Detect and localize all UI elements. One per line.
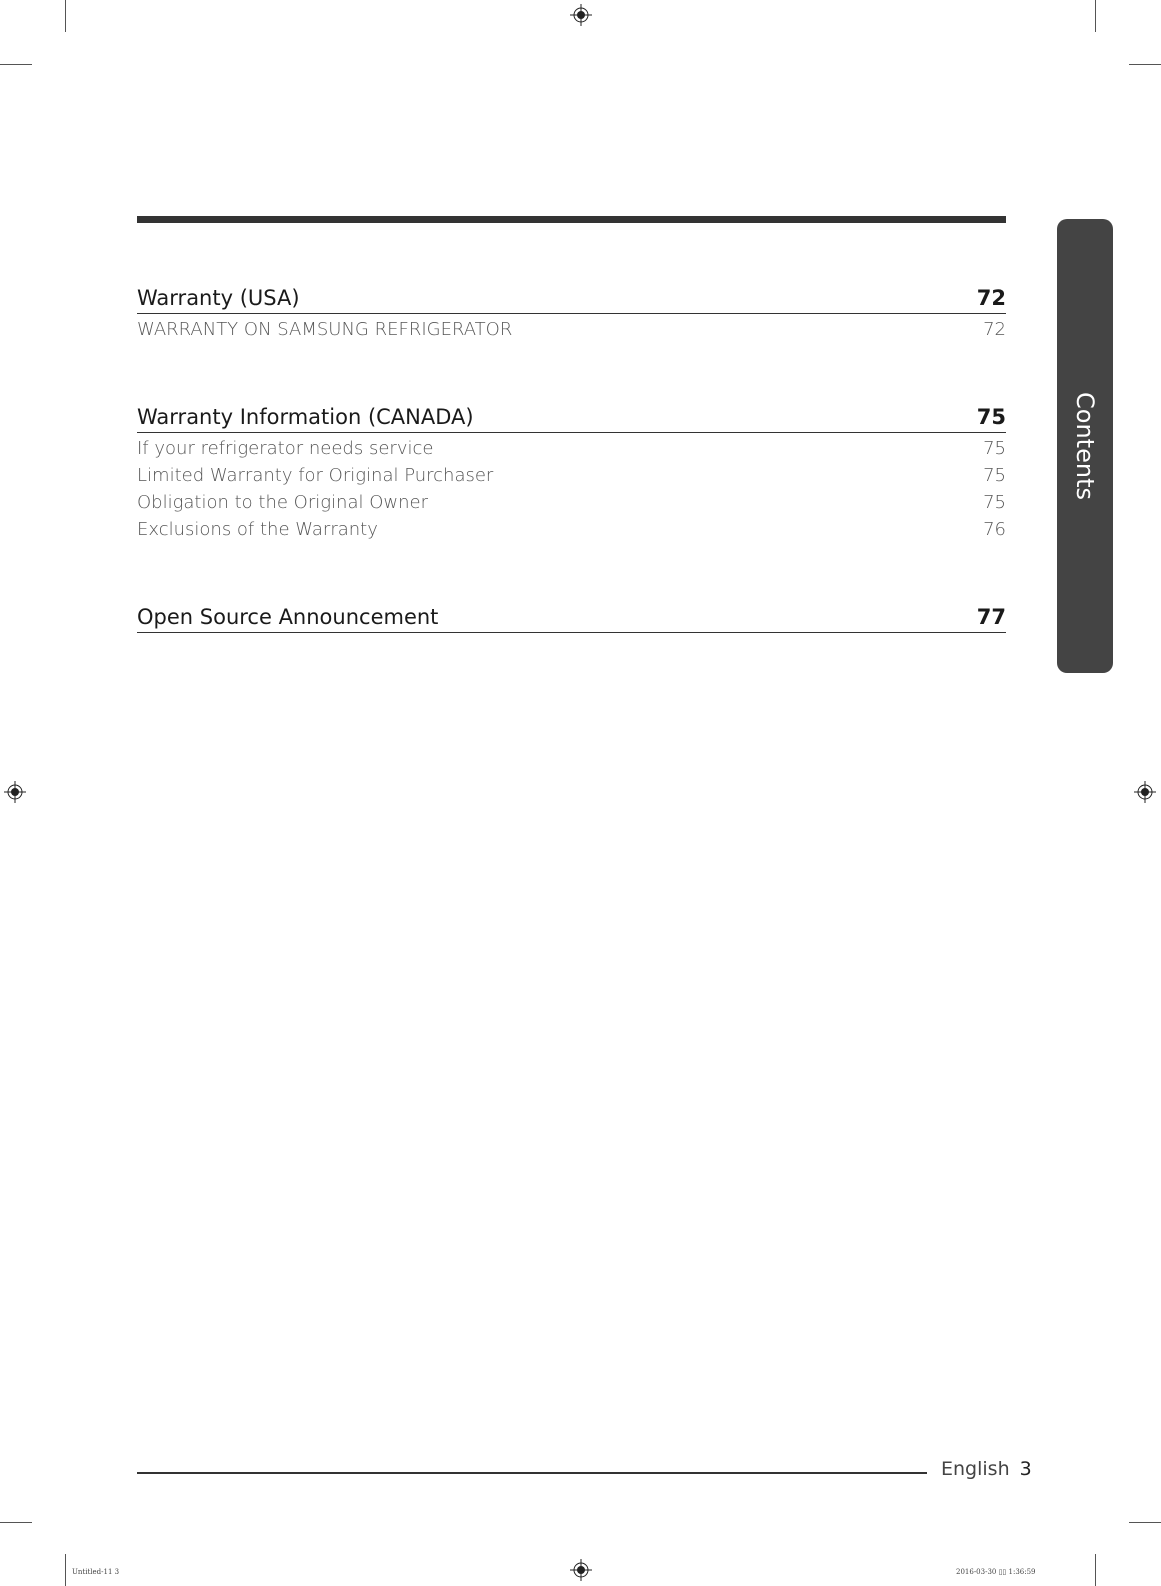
- registration-mark-icon: [1134, 781, 1156, 803]
- toc-section-page: 77: [976, 605, 1006, 629]
- toc-section: [137, 605, 1006, 633]
- toc-entry[interactable]: [137, 316, 1006, 343]
- registration-mark-icon: [570, 1559, 592, 1581]
- crop-mark: [1129, 64, 1161, 65]
- registration-mark-icon: [570, 4, 592, 26]
- footer-language: English: [941, 1458, 1010, 1480]
- toc-entry-label: Limited Warranty for Original Purchaser: [137, 465, 494, 486]
- toc-entry-page: 75: [983, 465, 1006, 486]
- crop-mark: [1095, 0, 1096, 32]
- toc-entry-label: Exclusions of the Warranty: [137, 519, 378, 540]
- footer: [941, 1458, 1032, 1480]
- crop-mark: [0, 1522, 32, 1523]
- crop-mark: [0, 64, 32, 65]
- toc-section-page: 75: [976, 405, 1006, 429]
- registration-mark-icon: [4, 781, 26, 803]
- toc-section-title: Warranty Information (CANADA): [137, 405, 474, 429]
- toc-entry[interactable]: [137, 516, 1006, 543]
- toc-entry-page: 72: [983, 319, 1006, 340]
- toc-entry-label: Obligation to the Original Owner: [137, 492, 428, 513]
- contents-side-tab: [1057, 219, 1113, 673]
- toc-section: [137, 286, 1006, 343]
- toc-entry-page: 75: [983, 438, 1006, 459]
- toc-entry[interactable]: [137, 489, 1006, 516]
- toc-entry[interactable]: [137, 462, 1006, 489]
- toc-entry-page: 75: [983, 492, 1006, 513]
- crop-mark: [1129, 1522, 1161, 1523]
- crop-mark: [65, 0, 66, 32]
- toc-section: [137, 405, 1006, 543]
- contents-side-tab-label: Contents: [1071, 392, 1100, 500]
- crop-mark: [65, 1554, 66, 1586]
- toc-entry-label: If your refrigerator needs service: [137, 438, 434, 459]
- toc-entry-label: WARRANTY ON SAMSUNG REFRIGERATOR: [137, 319, 513, 340]
- printer-slug-left: Untitled-11 3: [72, 1568, 120, 1576]
- footer-page-number: 3: [1019, 1458, 1032, 1480]
- footer-rule: [137, 1472, 927, 1474]
- toc-section-title: Open Source Announcement: [137, 605, 439, 629]
- toc-section-heading[interactable]: [137, 286, 1006, 314]
- toc-entry[interactable]: [137, 435, 1006, 462]
- toc-section-title: Warranty (USA): [137, 286, 300, 310]
- toc-entry-page: 76: [983, 519, 1006, 540]
- toc-section-page: 72: [976, 286, 1006, 310]
- toc-section-heading[interactable]: [137, 405, 1006, 433]
- crop-mark: [1095, 1554, 1096, 1586]
- printer-slug-right: 2016-03-30 ▯▯ 1:36:59: [956, 1568, 1036, 1576]
- header-rule: [137, 216, 1006, 223]
- toc-section-heading[interactable]: [137, 605, 1006, 633]
